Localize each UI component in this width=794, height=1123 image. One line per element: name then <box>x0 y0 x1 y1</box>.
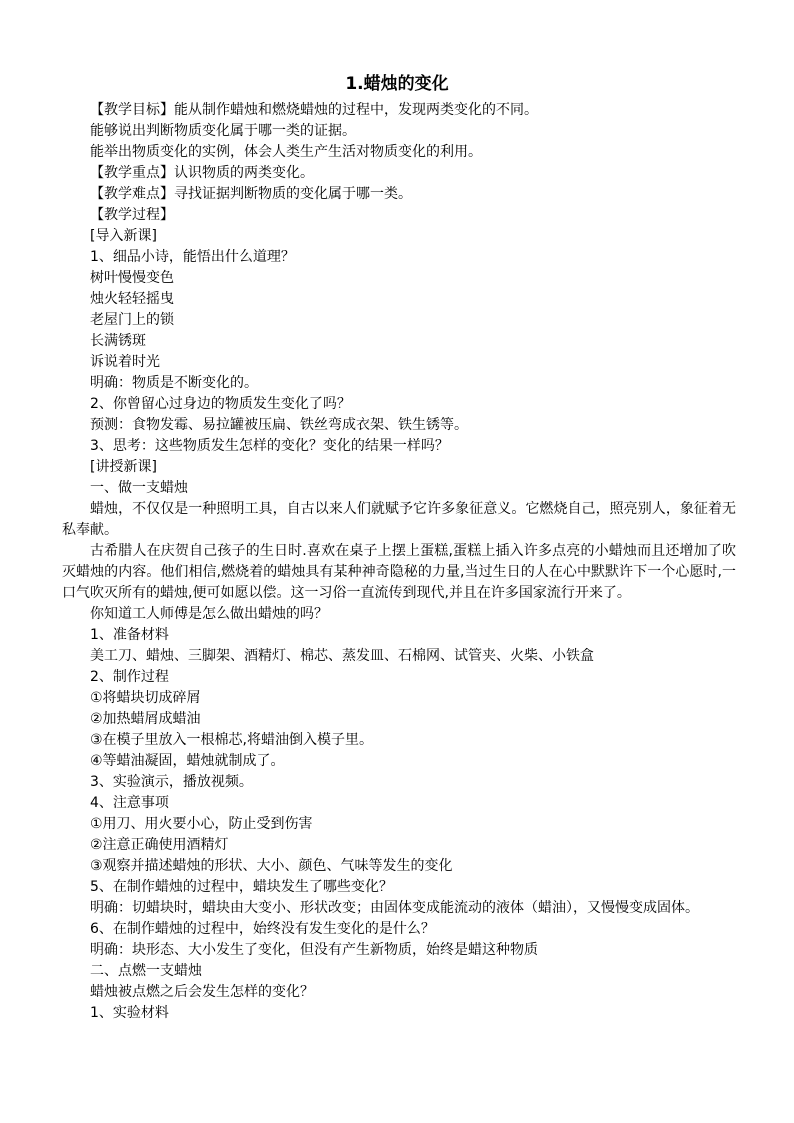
step-line: ①用刀、用火要小心，防止受到伤害 <box>90 816 313 832</box>
page-title: 1.蜡烛的变化 <box>345 74 449 94</box>
section-heading: 二、点燃一支蜡烛 <box>90 963 202 979</box>
section-heading: [导入新课] <box>90 228 157 244</box>
text-line: 【教学重点】认识物质的两类变化。 <box>90 165 314 181</box>
step-line: ③在模子里放入一根棉芯,将蜡油倒入模子里。 <box>90 732 373 748</box>
poem-line: 烛火轻轻摇曳 <box>90 291 174 307</box>
section-heading: 【教学过程】 <box>90 207 174 223</box>
text-line: 4、注意事项 <box>90 795 169 811</box>
text-line: 蜡烛被点燃之后会发生怎样的变化？ <box>90 984 314 1000</box>
text-line: 1、细品小诗，能悟出什么道理？ <box>90 249 295 265</box>
text-line: 能举出物质变化的实例，体会人类生产生活对物质变化的利用。 <box>90 144 482 160</box>
text-line: 你知道工人师傅是怎么做出蜡烛的吗？ <box>90 606 328 622</box>
step-line: ②加热蜡屑成蜡油 <box>90 711 201 727</box>
paragraph-greece: 古希腊人在庆贺自己孩子的生日时.喜欢在桌子上摆上蛋糕,蛋糕上插入许多点亮的小蜡烛而且还增加了吹灭蜡烛的内容。他们相信,燃烧着的蜡烛具有某种神奇隐秘的力量,当过生日的人在心中默默许下一个心愿时,一口气吹灭所有的蜡烛,便可如愿以偿。这一习俗一直流传到现代,并且在许多国家流行开来了。 <box>62 543 736 601</box>
step-line: ①将蜡块切成碎屑 <box>90 690 201 706</box>
text-line: 3、思考：这些物质发生怎样的变化？变化的结果一样吗？ <box>90 438 449 454</box>
document-body <box>62 100 736 1024</box>
text-line: 明确：物质是不断变化的。 <box>90 375 258 391</box>
poem-line: 长满锈斑 <box>90 333 146 349</box>
text-line: 1、实验材料 <box>90 1005 169 1021</box>
text-line: 2、你曾留心过身边的物质发生变化了吗？ <box>90 396 351 412</box>
paragraph-clarify: 明确：切蜡块时，蜡块由大变小、形状改变；由固体变成能流动的液体（蜡油），又慢慢变成固体。 <box>90 900 699 916</box>
text-line: 【教学目标】能从制作蜡烛和燃烧蜡烛的过程中，发现两类变化的不同。 <box>90 102 538 118</box>
text-line: 预测：食物发霉、易拉罐被压扁、铁丝弯成衣架、铁生锈等。 <box>90 417 468 433</box>
step-line: ④等蜡油凝固，蜡烛就制成了。 <box>90 753 285 769</box>
text-line: 6、在制作蜡烛的过程中，始终没有发生变化的是什么？ <box>90 921 435 937</box>
step-line: ②注意正确使用酒精灯 <box>90 837 229 853</box>
text-line: 能够说出判断物质变化属于哪一类的证据。 <box>90 123 356 139</box>
paragraph-candle: 蜡烛，不仅仅是一种照明工具，自古以来人们就赋予它许多象征意义。它燃烧自己，照亮别人，象征着无私奉献。 <box>62 501 736 538</box>
text-line: 2、制作过程 <box>90 669 169 685</box>
poem-line: 老屋门上的锁 <box>90 312 174 328</box>
text-line: 明确：块形态、大小发生了变化，但没有产生新物质，始终是蜡这种物质 <box>90 942 538 958</box>
poem-line: 诉说着时光 <box>90 354 160 370</box>
step-line: ③观察并描述蜡烛的形状、大小、颜色、气味等发生的变化 <box>90 858 453 874</box>
section-heading: 一、做一支蜡烛 <box>90 480 188 496</box>
poem-line: 树叶慢慢变色 <box>90 270 174 286</box>
section-heading: [讲授新课] <box>90 459 157 475</box>
text-line: 【教学难点】寻找证据判断物质的变化属于哪一类。 <box>90 186 412 202</box>
text-line: 1、准备材料 <box>90 627 169 643</box>
text-line: 3、实验演示，播放视频。 <box>90 774 253 790</box>
text-line: 5、在制作蜡烛的过程中，蜡块发生了哪些变化？ <box>90 879 393 895</box>
text-line: 美工刀、蜡烛、三脚架、酒精灯、棉芯、蒸发皿、石棉网、试管夹、火柴、小铁盒 <box>90 648 594 664</box>
